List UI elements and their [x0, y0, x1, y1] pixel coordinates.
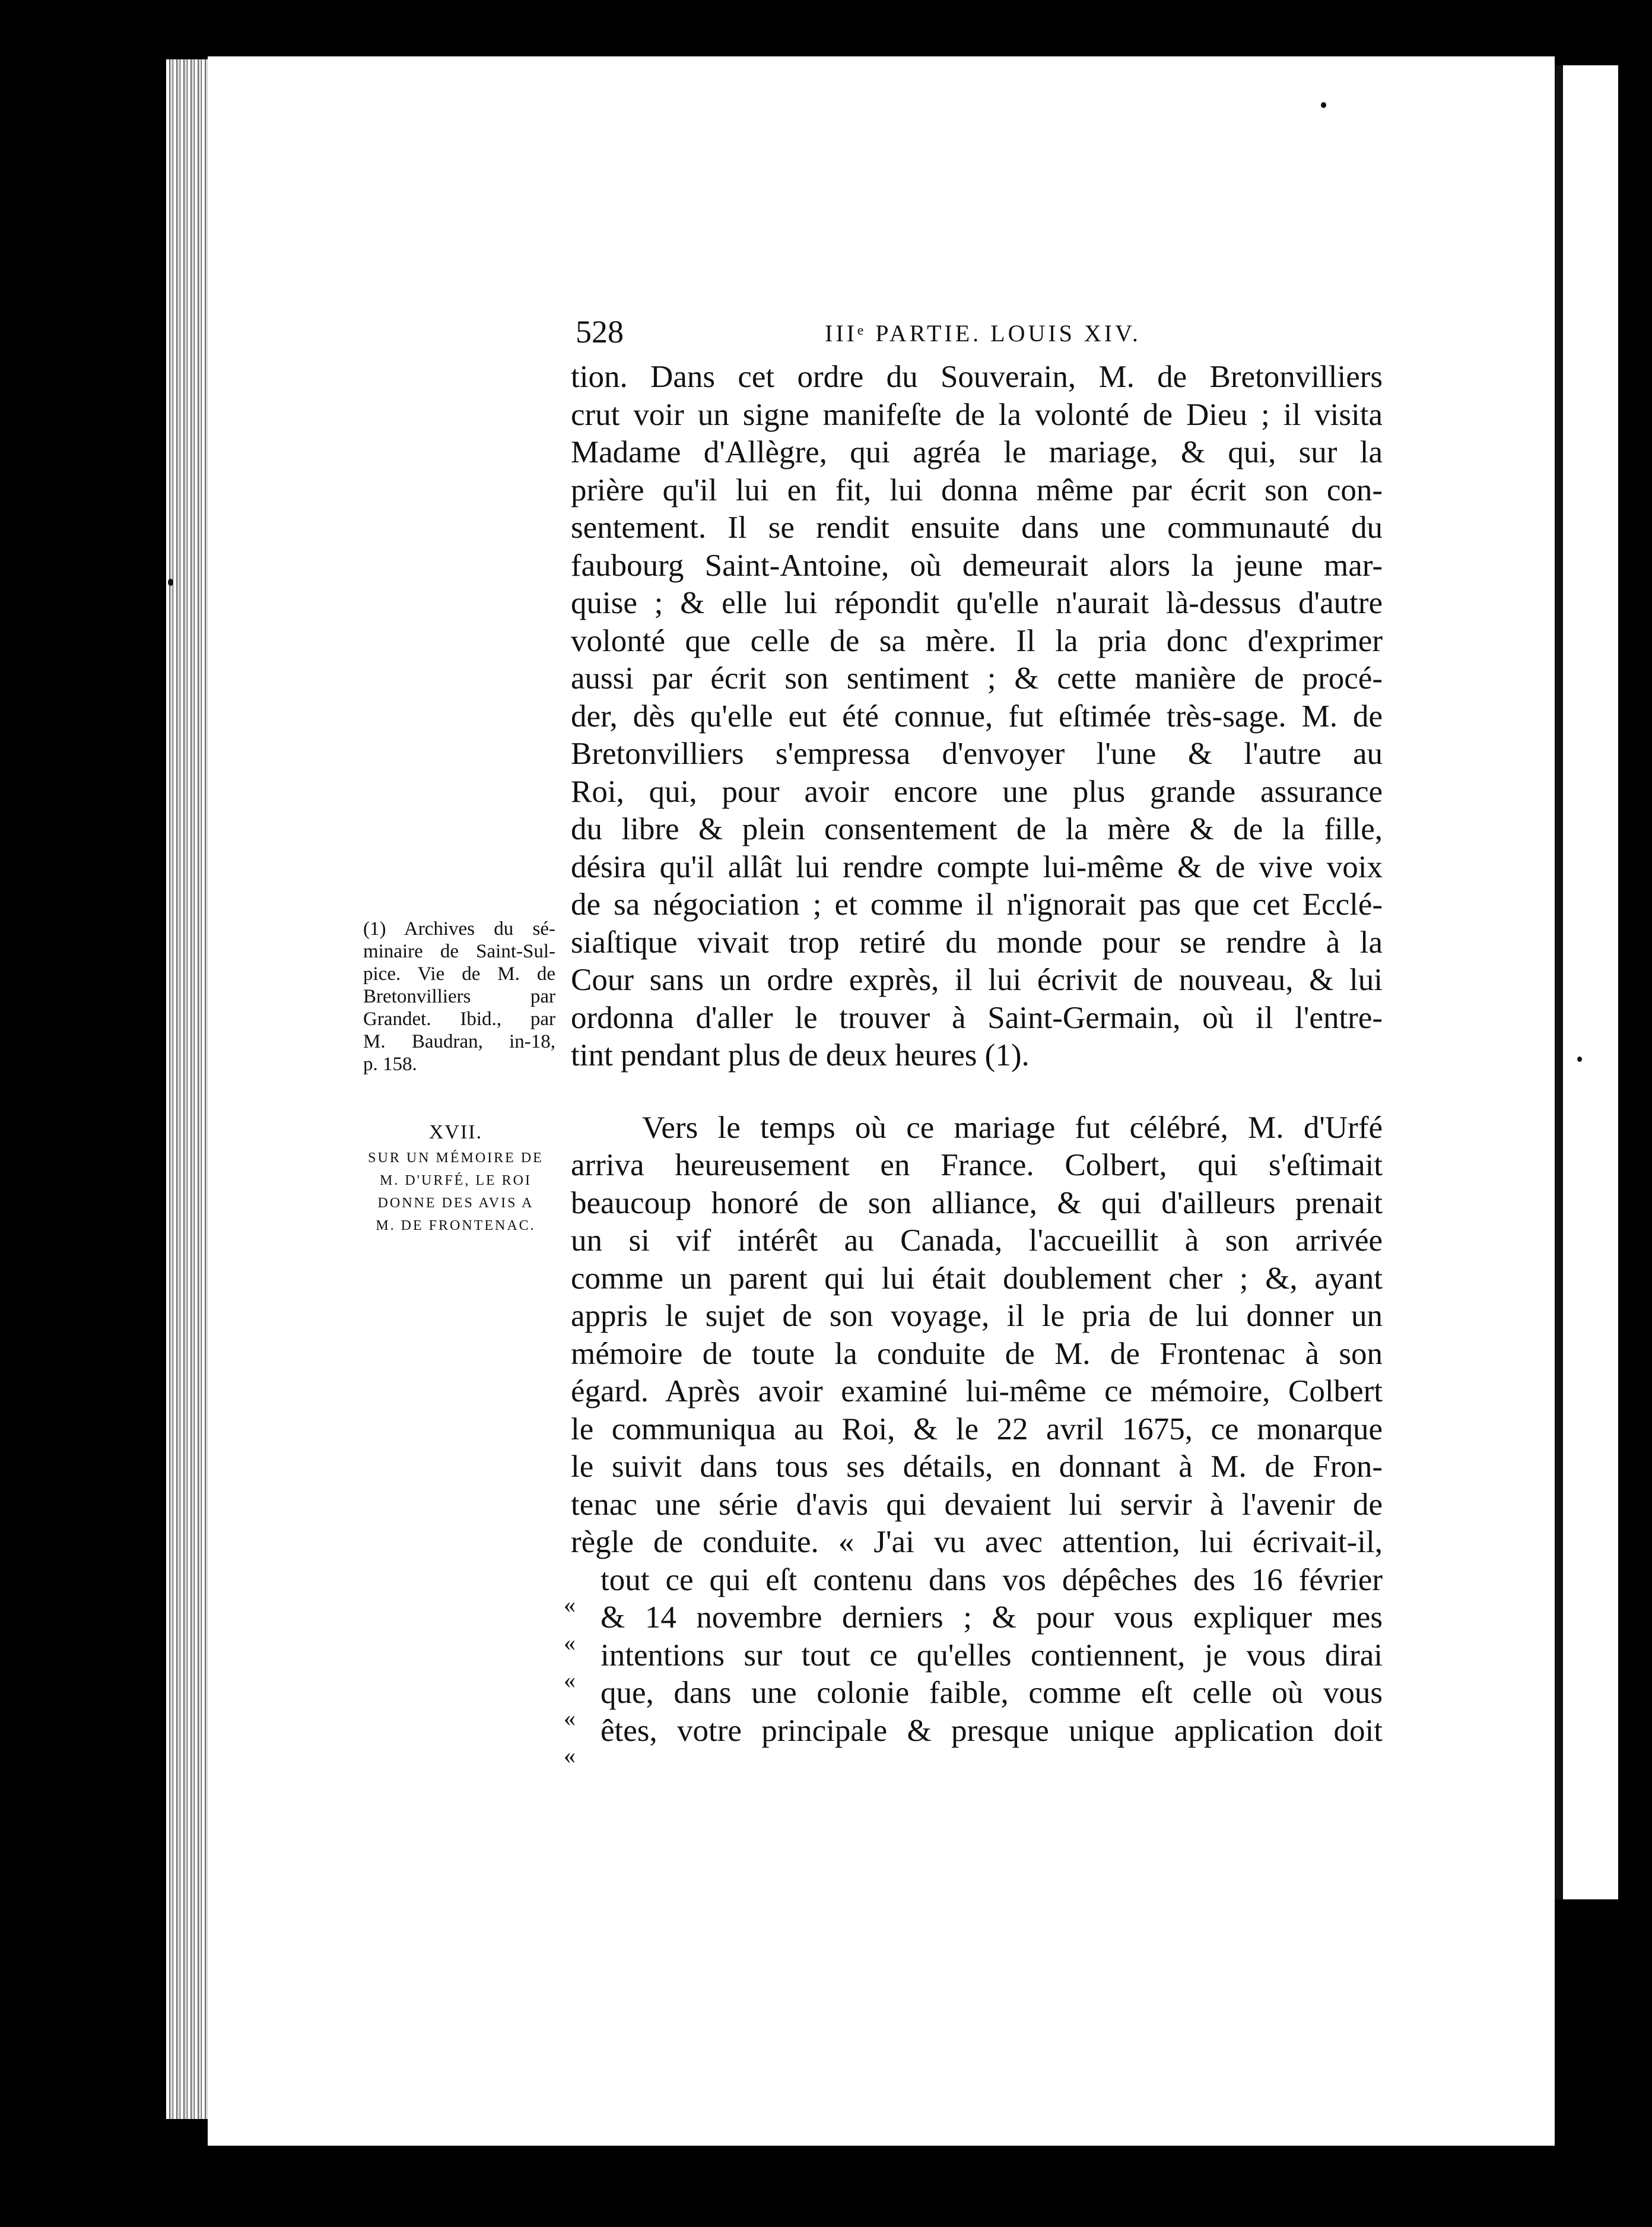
quote-mark: « [564, 1629, 576, 1656]
text-line: ordonna d'aller le trouver à Saint-Germain, où il l'entre- [571, 1000, 1383, 1035]
text-line: quise ; & elle lui répondit qu'elle n'aurait là-dessus d'autre [571, 586, 1383, 620]
quote-mark: « [564, 1591, 576, 1618]
footnote-line: M. Baudran, in-18, [363, 1031, 555, 1052]
paragraph [571, 1109, 1383, 1750]
footnote-line: minaire de Saint-Sul- [363, 941, 555, 962]
text-line: tint pendant plus de deux heures (1). [571, 1038, 1030, 1073]
text-line: der, dès qu'elle eut été connue, fut eſtimée très-sage. M. de [571, 699, 1383, 734]
text-line: que, dans une colonie faible, comme eſt celle où vous [601, 1676, 1383, 1710]
quotation-marks-column [564, 1586, 576, 1775]
text-line: désira qu'il allât lui rendre compte lui-même & de vive voix [571, 849, 1383, 884]
section-summary-line: M. D'URFÉ, LE ROI [380, 1173, 532, 1188]
text-line: arriva heureusement en France. Colbert, qui s'eſtimait [571, 1148, 1383, 1182]
text-line: Cour sans un ordre exprès, il lui écrivit de nouveau, & lui [571, 963, 1383, 997]
section-summary-line: DONNE DES AVIS A [377, 1195, 534, 1211]
footnote-line: p. 158. [363, 1054, 417, 1075]
section-summary-line: M. DE FRONTENAC. [376, 1218, 536, 1233]
text-line: règle de conduite. « J'ai vu avec attention, lui écrivait-il, [571, 1525, 1383, 1559]
text-line: le suivit dans tous ses détails, en donnant à M. de Fron- [571, 1449, 1383, 1484]
quote-mark: « [564, 1667, 576, 1693]
text-line: du libre & plein consentement de la mère & de la fille, [571, 812, 1383, 846]
footnote-line: (1) Archives du sé- [363, 918, 555, 940]
text-line: le communiqua au Roi, & le 22 avril 1675, ce monarque [571, 1411, 1383, 1446]
text-line: Vers le temps où ce mariage fut célébré, M. d'Urfé [642, 1110, 1383, 1145]
running-title: IIIᵉ PARTIE. LOUIS XIV. [825, 320, 1141, 347]
paragraph-gap [571, 1075, 1383, 1109]
marginal-heading [355, 1118, 557, 1237]
section-summary-line: SUR UN MÉMOIRE DE [368, 1150, 544, 1166]
text-line: intentions sur tout ce qu'elles contiennent, je vous dirai [601, 1638, 1383, 1673]
text-line: Bretonvilliers s'empressa d'envoyer l'une & l'autre au [571, 737, 1383, 771]
text-line: sentement. Il se rendit ensuite dans une communauté du [571, 510, 1383, 545]
paragraph [571, 359, 1383, 1075]
footnote [363, 918, 555, 1076]
footnote-line: Bretonvilliers par [363, 986, 555, 1007]
body-text [571, 359, 1383, 1750]
text-line: crut voir un signe manifeſte de la volonté de Dieu ; il visita [571, 397, 1383, 432]
section-summary [355, 1147, 557, 1237]
text-line: Roi, qui, pour avoir encore une plus grande assurance [571, 774, 1383, 809]
facing-page-edge [1555, 65, 1616, 1899]
section-number: XVII. [428, 1121, 483, 1143]
text-line: beaucoup honoré de son alliance, & qui d'ailleurs prenait [571, 1185, 1383, 1220]
page-number: 528 [576, 314, 624, 350]
text-line: aussi par écrit son sentiment ; & cette manière de procé- [571, 661, 1383, 696]
text-line: tout ce qui eſt contenu dans vos dépêches des 16 février [601, 1562, 1383, 1597]
text-line: tenac une série d'avis qui devaient lui servir à l'avenir de [571, 1487, 1383, 1522]
ink-speck [168, 579, 173, 586]
text-line: appris le sujet de son voyage, il le pria de lui donner un [571, 1299, 1383, 1333]
text-line: de sa négociation ; et comme il n'ignorait pas que cet Ecclé- [571, 887, 1383, 922]
text-line: mémoire de toute la conduite de M. de Frontenac à son [571, 1336, 1383, 1371]
text-line: égard. Après avoir examiné lui-même ce mémoire, Colbert [571, 1374, 1383, 1408]
text-line: tion. Dans cet ordre du Souverain, M. de Bretonvilliers [571, 360, 1383, 394]
text-line: un si vif intérêt au Canada, l'accueillit à son arrivée [571, 1223, 1383, 1258]
ink-speck [1577, 1057, 1582, 1062]
footnote-line: pice. Vie de M. de [363, 963, 555, 985]
footnote-line: Grandet. Ibid., par [363, 1008, 555, 1030]
text-line: siaſtique vivait trop retiré du monde pour se rendre à la [571, 925, 1383, 960]
ink-speck [1321, 102, 1326, 108]
quote-mark: « [564, 1742, 576, 1769]
text-line: volonté que celle de sa mère. Il la pria donc d'exprimer [571, 623, 1383, 658]
text-line: Madame d'Allègre, qui agréa le mariage, & qui, sur la [571, 435, 1383, 469]
text-line: prière qu'il lui en fit, lui donna même par écrit son con- [571, 472, 1383, 507]
quote-mark: « [564, 1704, 576, 1731]
facing-page-margin [1611, 65, 1618, 1899]
text-line: comme un parent qui lui était doublement cher ; &, ayant [571, 1261, 1383, 1296]
text-line: êtes, votre principale & presque unique application doit [601, 1713, 1383, 1748]
text-line: & 14 novembre derniers ; & pour vous expliquer mes [601, 1600, 1383, 1635]
text-line: faubourg Saint-Antoine, où demeurait alors la jeune mar- [571, 548, 1383, 583]
